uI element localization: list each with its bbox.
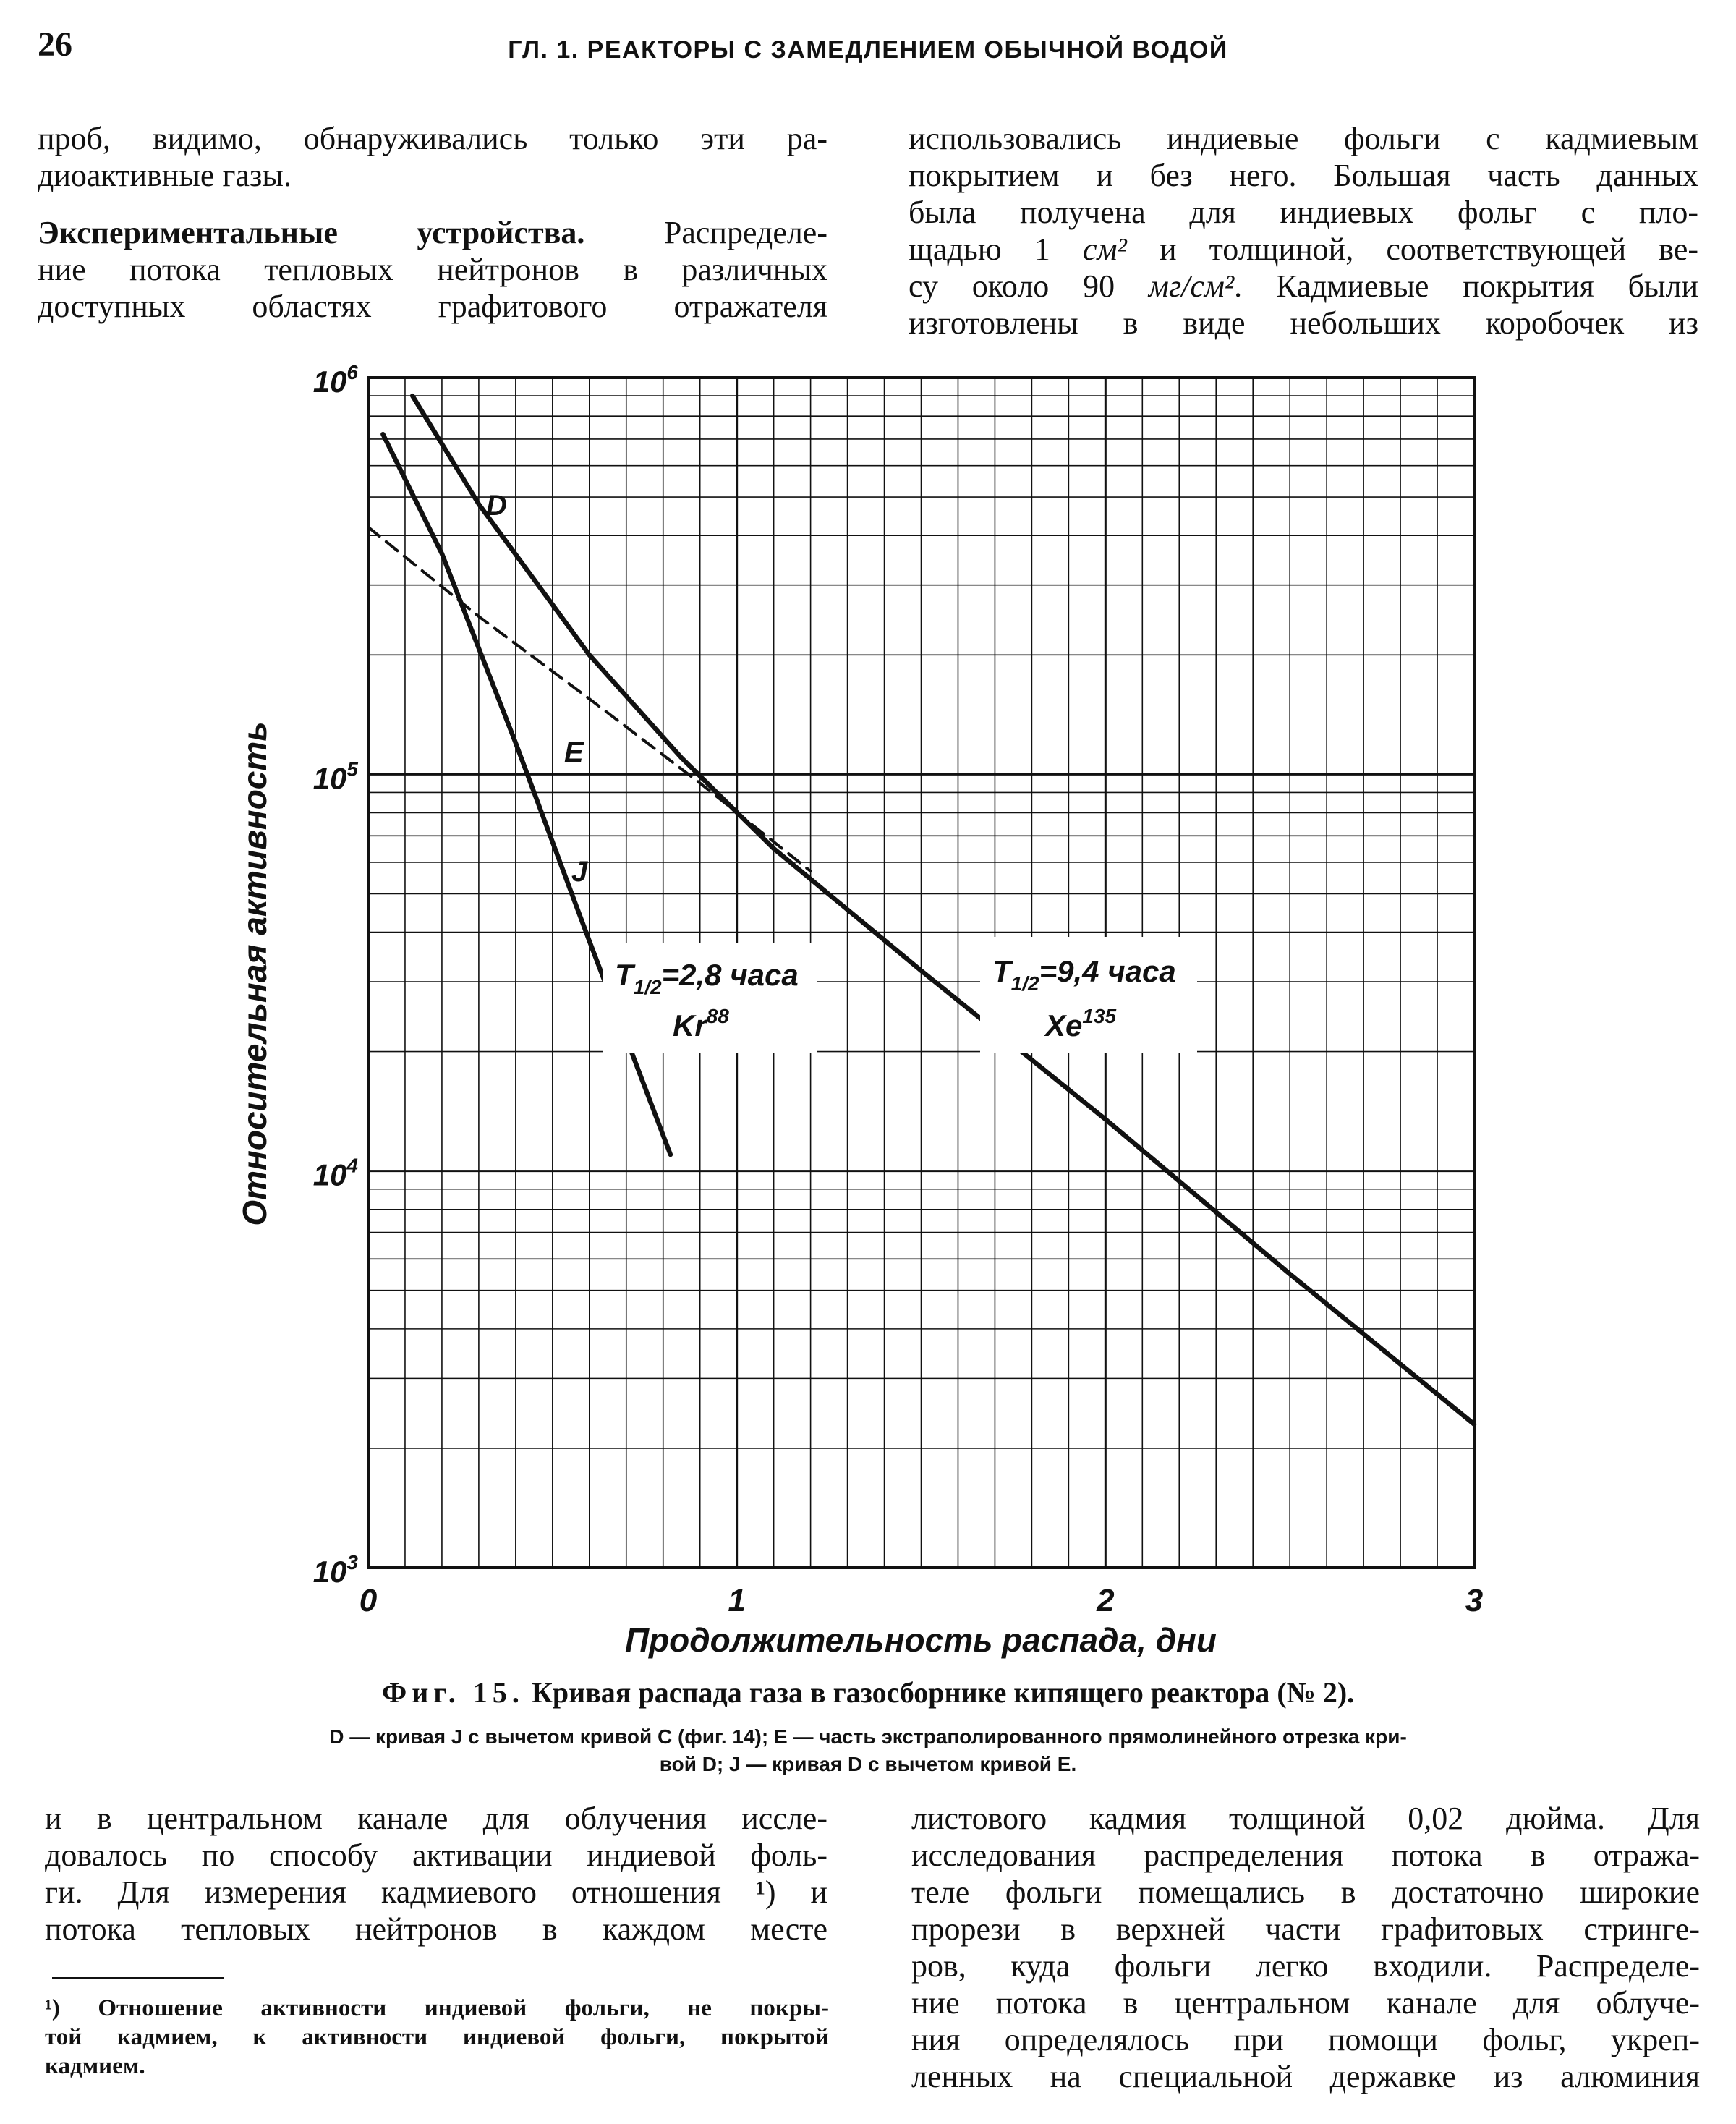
y-axis-label: Относительная активность — [236, 721, 273, 1226]
y-tick-base: 10 — [312, 365, 347, 399]
text-line: доступных областях графитового отражателя — [38, 289, 827, 324]
text-line: прорези в верхней части графитовых стрингe- — [911, 1911, 1700, 1947]
annotation-kr88 — [603, 943, 817, 1053]
text-line: теле фольги помещались в достаточно широкие — [911, 1874, 1700, 1910]
y-tick-label — [313, 361, 359, 399]
y-tick-base: 10 — [312, 1157, 347, 1192]
isotope-label-kr: Kr$^{88}$ — [673, 1005, 729, 1042]
text-line: ние потока тепловых нейтронов в различных — [38, 252, 827, 287]
text-fragment: щадью 1 — [909, 231, 1084, 267]
figure-number: Фиг. 15. — [381, 1676, 524, 1709]
section-heading: Экспериментальные устройства. — [38, 215, 585, 250]
series-label-j: J — [571, 856, 588, 888]
caption-line: D — кривая J с вычетом кривой C (фиг. 14); E — часть экстраполированного прямолинейного отрезка кри- — [329, 1725, 1407, 1748]
text-line: ния определялось при помощи фольг, укреп- — [911, 2022, 1700, 2057]
text-line: потока тепловых нейтронов в каждом месте — [45, 1911, 827, 1947]
annotation-xe135 — [980, 937, 1197, 1053]
footnote — [45, 1994, 829, 2081]
footnote-line: той кадмием, к активности индиевой фольги, покрытой — [45, 2024, 829, 2050]
x-tick-label: 3 — [1465, 1583, 1484, 1618]
half-life-label-kr: $T_{1/2}=2,8$ часа — [615, 958, 799, 998]
figure-title-text: Кривая распада газа в газосборнике кипящего реактора (№ 2). — [531, 1676, 1355, 1709]
bottom-right-column — [911, 1800, 1700, 2095]
text-line: проб, видимо, обнаруживались только эти ра- — [38, 121, 827, 156]
text-line: ги. Для измерения кадмиевого отношения ¹) и — [45, 1874, 827, 1910]
unit-fragment: см² — [1083, 231, 1127, 267]
series-line-d — [412, 396, 1474, 1424]
text-line: диоактивные газы. — [38, 158, 292, 193]
bottom-left-column — [45, 1800, 827, 1947]
y-tick-label — [313, 757, 359, 795]
y-tick-exponent: 5 — [346, 757, 358, 781]
text-line: довалось по способу активации индиевой фоль- — [45, 1838, 827, 1873]
y-tick-base: 10 — [312, 761, 347, 796]
text-line: ров, куда фольги легко входили. Распределе- — [911, 1948, 1700, 1984]
text-fragment: и толщиной, соответствующей ве- — [1126, 231, 1699, 267]
figure-caption — [253, 1723, 1483, 1778]
running-head: ГЛ. 1. РЕАКТОРЫ С ЗАМЕДЛЕНИЕМ ОБЫЧНОЙ ВОДОЙ — [508, 36, 1228, 64]
text-line: ние потока в центральном канале для облуче- — [911, 1985, 1700, 2021]
footnote-rule — [52, 1977, 224, 1979]
caption-line: вой D; J — кривая D с вычетом кривой E. — [659, 1753, 1077, 1775]
x-tick-label: 2 — [1097, 1583, 1115, 1618]
page-number: 26 — [38, 25, 72, 64]
text-fragment: Распределе- — [663, 215, 827, 250]
text-fragment: су около 90 — [909, 268, 1149, 304]
unit-fragment: мг/см² — [1148, 268, 1235, 304]
x-tick-label: 0 — [359, 1583, 378, 1618]
text-line: листового кадмия толщиной 0,02 дюйма. Для — [911, 1801, 1700, 1836]
y-tick-label — [313, 1551, 359, 1589]
text-line: покрытием и без него. Большая часть данных — [909, 158, 1698, 193]
half-life-label-xe: $T_{1/2}=9,4$ часа — [992, 954, 1176, 995]
isotope-label-xe: Xe$^{135}$ — [1045, 1005, 1117, 1042]
series-label-d: D — [486, 490, 507, 522]
footnote-line: кадмием. — [45, 2053, 145, 2079]
footnote-line: ¹) Отношение активности индиевой фольги, не покры- — [45, 1995, 829, 2021]
tick-labels — [313, 361, 1484, 1618]
figure-title — [0, 1678, 1736, 1707]
series-label-e: E — [564, 736, 584, 768]
text-line: ленных на специальной державке из алюминия — [911, 2059, 1700, 2094]
text-line: исследования распределения потока в отража- — [911, 1838, 1700, 1873]
x-axis-label: Продолжительность распада, дни — [624, 1621, 1217, 1659]
text-line: была получена для индиевых фольг с пло- — [909, 195, 1698, 230]
text-line: изготовлены в виде небольших коробочек из — [909, 305, 1698, 341]
y-tick-label — [313, 1155, 359, 1192]
y-tick-exponent: 6 — [346, 361, 358, 383]
y-tick-exponent: 3 — [346, 1551, 358, 1573]
x-tick-label: 1 — [728, 1583, 746, 1618]
text-line: и в центральном канале для облучения иссле- — [45, 1801, 827, 1836]
y-tick-exponent: 4 — [346, 1154, 358, 1177]
y-tick-base: 10 — [312, 1555, 347, 1589]
text-fragment: . Кадмиевые покрытия были — [1234, 268, 1698, 304]
text-line: использовались индиевые фольги с кадмиевым — [909, 121, 1698, 156]
